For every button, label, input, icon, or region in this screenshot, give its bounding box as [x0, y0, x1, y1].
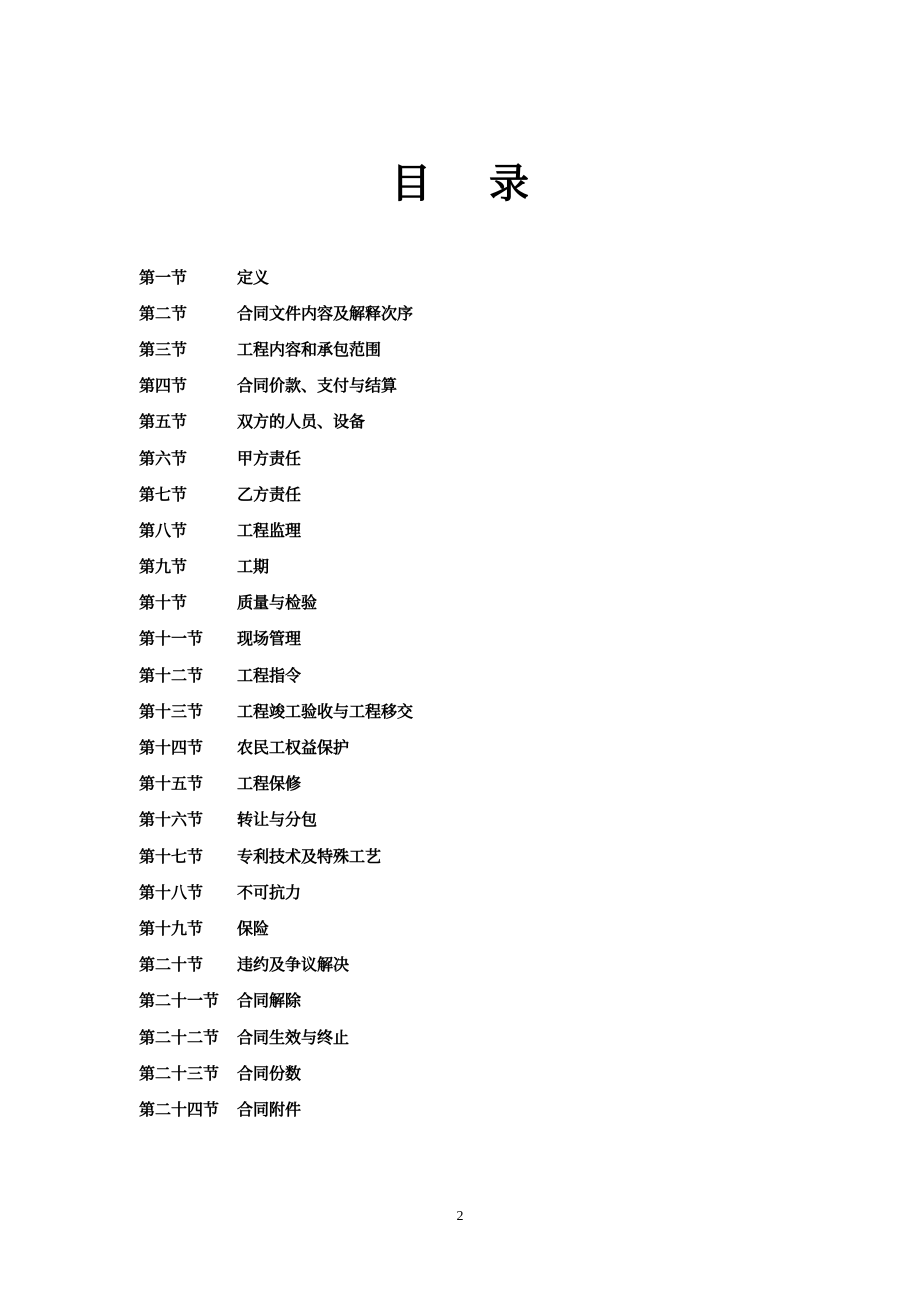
toc-section-number: 第二十节 — [139, 955, 204, 975]
toc-entry — [139, 403, 839, 439]
toc-section-title: 质量与检验 — [237, 593, 318, 613]
toc-section-number: 第十三节 — [139, 701, 204, 721]
toc-entry — [139, 620, 839, 656]
toc-section-number: 第五节 — [139, 412, 188, 432]
toc-section-title: 乙方责任 — [237, 484, 302, 504]
toc-section-number: 第二节 — [139, 303, 188, 323]
toc-entry — [139, 258, 839, 294]
toc-entry — [139, 909, 839, 945]
toc-section-number: 第二十二节 — [139, 1027, 220, 1047]
toc-section-number: 第九节 — [139, 557, 188, 577]
toc-section-title: 合同文件内容及解释次序 — [237, 303, 414, 323]
toc-section-number: 第十九节 — [139, 918, 204, 938]
toc-section-title: 现场管理 — [237, 629, 302, 649]
toc-section-title: 合同解除 — [237, 991, 302, 1011]
toc-section-title: 工程指令 — [237, 665, 302, 685]
toc-section-title: 合同价款、支付与结算 — [237, 376, 398, 396]
toc-section-title: 转让与分包 — [237, 810, 318, 830]
toc-section-number: 第十六节 — [139, 810, 204, 830]
toc-section-title: 工程内容和承包范围 — [237, 339, 382, 359]
toc-entry — [139, 1018, 839, 1054]
page-title: 目 录 — [391, 161, 551, 207]
toc-entry — [139, 1090, 839, 1126]
toc-section-title: 合同生效与终止 — [237, 1027, 350, 1047]
toc-section-number: 第十一节 — [139, 629, 204, 649]
toc-entry — [139, 982, 839, 1018]
table-of-contents — [139, 258, 839, 1127]
toc-section-title: 违约及争议解决 — [237, 955, 350, 975]
toc-section-number: 第十七节 — [139, 846, 204, 866]
toc-section-number: 第十二节 — [139, 665, 204, 685]
toc-entry — [139, 511, 839, 547]
toc-section-title: 甲方责任 — [237, 448, 302, 468]
toc-section-number: 第八节 — [139, 520, 188, 540]
toc-section-number: 第二十三节 — [139, 1063, 220, 1083]
toc-section-number: 第十五节 — [139, 774, 204, 794]
toc-entry — [139, 330, 839, 366]
toc-section-title: 定义 — [237, 267, 270, 287]
toc-entry — [139, 837, 839, 873]
toc-entry — [139, 765, 839, 801]
toc-section-number: 第二十四节 — [139, 1099, 220, 1119]
toc-entry — [139, 439, 839, 475]
toc-entry — [139, 367, 839, 403]
toc-section-title: 工程竣工验收与工程移交 — [237, 701, 414, 721]
page-number: 2 — [456, 1209, 464, 1224]
toc-section-number: 第十节 — [139, 593, 188, 613]
toc-section-number: 第七节 — [139, 484, 188, 504]
toc-entry — [139, 946, 839, 982]
toc-entry — [139, 801, 839, 837]
toc-entry — [139, 728, 839, 764]
toc-section-number: 第十四节 — [139, 738, 204, 758]
toc-section-title: 工程监理 — [237, 520, 302, 540]
toc-entry — [139, 584, 839, 620]
toc-section-number: 第六节 — [139, 448, 188, 468]
toc-section-number: 第一节 — [139, 267, 188, 287]
toc-entry — [139, 873, 839, 909]
toc-section-number: 第十八节 — [139, 882, 204, 902]
toc-section-title: 工程保修 — [237, 774, 302, 794]
toc-section-number: 第二十一节 — [139, 991, 220, 1011]
toc-entry — [139, 475, 839, 511]
toc-section-title: 合同份数 — [237, 1063, 302, 1083]
toc-section-title: 合同附件 — [237, 1099, 302, 1119]
toc-entry — [139, 656, 839, 692]
toc-section-number: 第三节 — [139, 339, 188, 359]
toc-section-title: 工期 — [237, 557, 270, 577]
toc-section-title: 专利技术及特殊工艺 — [237, 846, 382, 866]
toc-section-number: 第四节 — [139, 376, 188, 396]
toc-section-title: 不可抗力 — [237, 882, 302, 902]
toc-entry — [139, 548, 839, 584]
toc-entry — [139, 294, 839, 330]
toc-entry — [139, 1054, 839, 1090]
toc-section-title: 双方的人员、设备 — [237, 412, 366, 432]
toc-section-title: 保险 — [237, 918, 270, 938]
toc-entry — [139, 692, 839, 728]
toc-section-title: 农民工权益保护 — [237, 738, 350, 758]
